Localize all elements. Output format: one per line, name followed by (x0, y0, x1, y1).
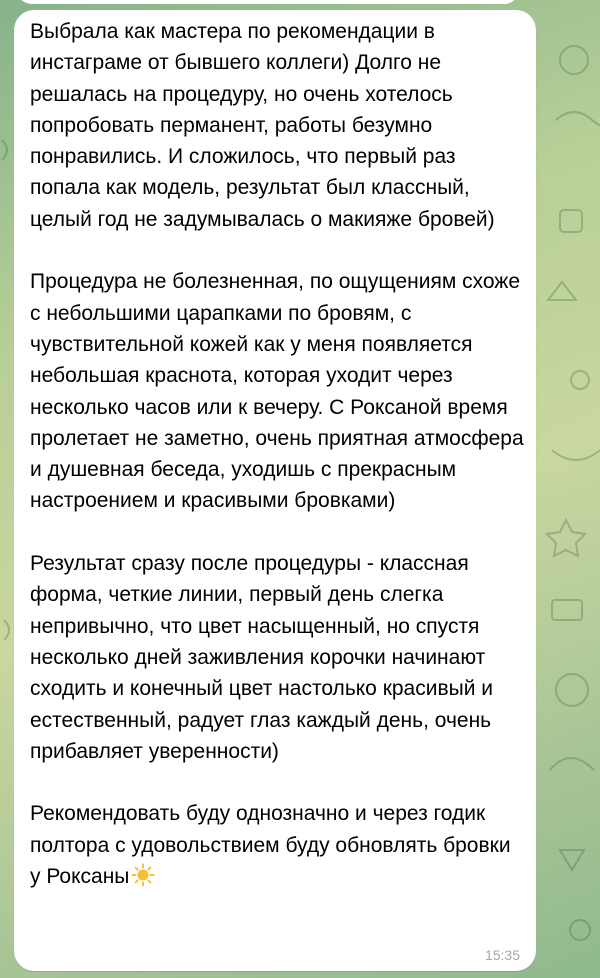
sun-icon (131, 863, 155, 896)
message-text (30, 16, 526, 896)
message-timestamp: 15:35 (484, 947, 520, 963)
message-body: Выбрала как мастера по рекомендации в инстаграме от бывшего коллеги) Долго не решалась на процедуру, но очень хотелось попробовать перманент, работы безумно понравились. И сложилось, что первый раз попала как модель, результат был классный, целый год не задумывалась о макияже бровей) Процедура не болезненная, по ощущениям схоже с небольшими царапками по бровям, с чувствительной кожей как у меня появляется небольшая краснота, которая уходит через несколько часов или к вечеру. С Роксаной время пролетает не заметно, очень приятная атмосфера и душевная беседа, уходишь с прекрасным настроением и красивыми бровками) Результат сразу после процедуры - классная форма, четкие линии, первый день слегка непривычно, что цвет насыщенный, но спустя несколько дней заживления корочки начинают сходить и конечный цвет настолько красивый и естественный, радует глаз каждый день, очень прибавляет уверенности) Рекомендовать буду однозначно и через годик полтора с удовольствием буду обновлять бровки у Роксаны (30, 20, 524, 889)
previous-message-bubble-edge (16, 0, 520, 4)
message-bubble[interactable] (14, 10, 536, 971)
